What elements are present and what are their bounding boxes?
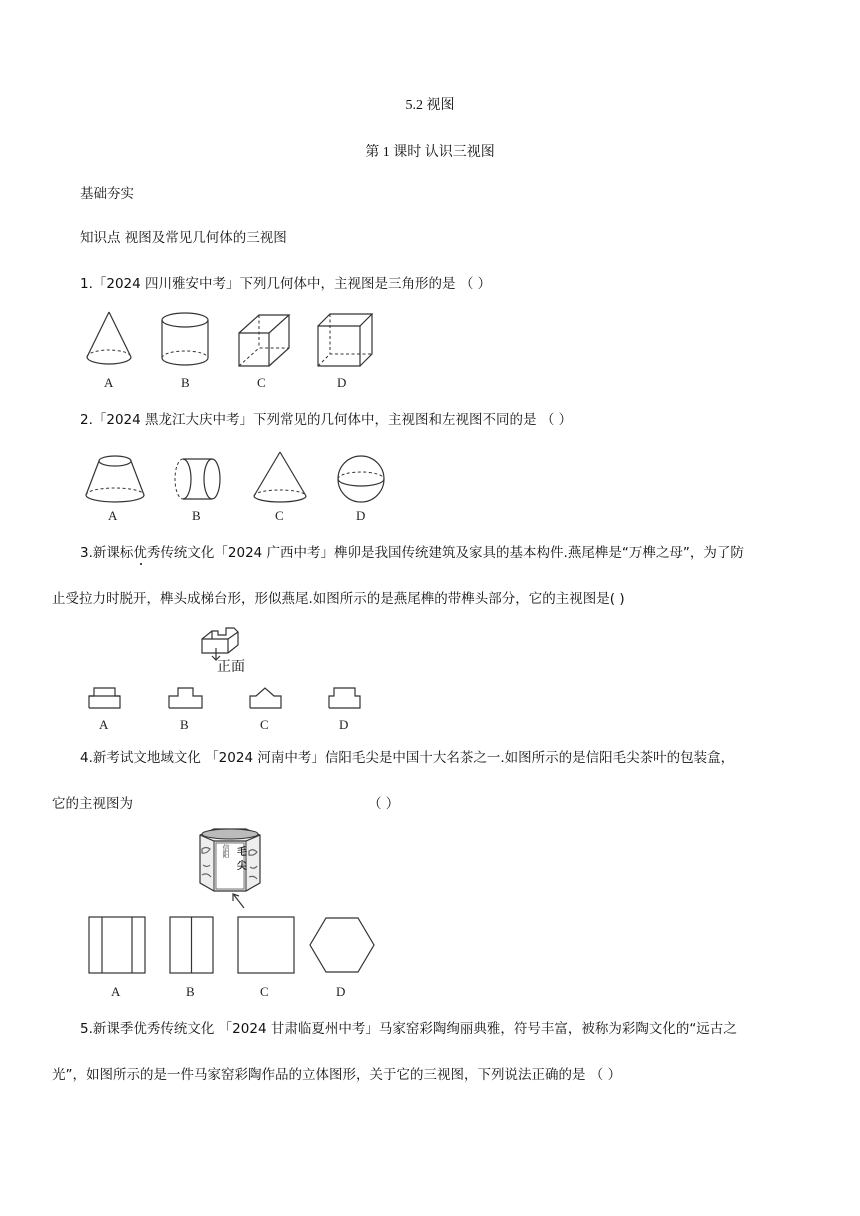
q3-option-label: A: [99, 717, 109, 732]
question-4-line-1: 4.新考试文地域文化 「2024 河南中考」信阳毛尖是中国十大名茶之一.如图所示的是信阳毛尖茶叶的包装盒，: [80, 750, 735, 766]
question-5-line-2: 光”，如图所示的是一件马家窑彩陶作品的立体图形，关于它的三视图，下列说法正确的是 （ ）: [52, 1067, 622, 1083]
q1-option-label: B: [181, 375, 190, 390]
question-5-line-1: 5.新课季优秀传统文化 「2024 甘肃临夏州中考」马家窑彩陶绚丽典雅，符号丰富，被称为彩陶文化的“远古之: [80, 1021, 737, 1037]
heading-basics: 基础夯实: [80, 186, 134, 202]
q1-option-label: C: [257, 375, 266, 390]
q1-option-label: A: [104, 375, 114, 390]
question-3-line-1: [80, 544, 744, 562]
q1-figure-cube: [316, 312, 376, 372]
q4-option-label: D: [336, 984, 346, 999]
q3-option-c-shape: [248, 686, 284, 712]
q4-view-arrow: [230, 892, 246, 910]
q4-option-label: C: [260, 984, 269, 999]
q4-box-char-mao: 毛: [237, 847, 247, 858]
question-4-line-2: 它的主视图为: [52, 796, 133, 812]
q2-figure-sphere: [336, 454, 386, 504]
lesson-title: 第 1 课时 认识三视图: [365, 145, 495, 160]
question-1-text: 1.「2024 四川雅安中考」下列几何体中，主视图是三角形的是 （ ）: [80, 276, 492, 292]
section-title: 5.2 视图: [405, 98, 455, 113]
heading-knowledge-point: 知识点 视图及常见几何体的三视图: [80, 230, 287, 246]
q3-option-a-shape: [87, 686, 123, 712]
q4-option-label: B: [186, 984, 195, 999]
q2-figure-lying-cylinder: [172, 457, 224, 503]
q2-option-label: A: [108, 508, 118, 523]
q4-option-b-shape: [169, 916, 215, 974]
q3-option-d-shape: [327, 686, 363, 712]
q2-figure-frustum: [84, 455, 146, 505]
q4-box-char-jian: 尖: [237, 861, 247, 872]
q4-option-d-shape: [309, 917, 375, 975]
q4-tea-box-figure: [194, 827, 266, 895]
q3-option-label: D: [339, 717, 349, 732]
q3-line-1-rest: 秀传统文化「2024 广西中考」榫卯是我国传统建筑及家具的基本构件.燕尾榫是“万榫之母”，为了防: [146, 545, 744, 561]
q1-figure-cylinder: [160, 312, 212, 372]
q4-option-label: A: [111, 984, 121, 999]
question-2-text: 2.「2024 黑龙江大庆中考」下列常见的几何体中，主视图和左视图不同的是 （ ）: [80, 412, 573, 428]
q3-option-b-shape: [167, 686, 205, 712]
q1-figure-cone: [84, 310, 134, 370]
q4-answer-bracket: （ ）: [368, 796, 400, 812]
q3-emphasis-char: 优: [133, 545, 147, 561]
q2-option-label: B: [192, 508, 201, 523]
q3-front-label: 正面: [217, 659, 245, 675]
q4-option-a-shape: [88, 916, 146, 974]
q3-prefix: 3.新课标: [80, 545, 134, 561]
q2-option-label: C: [275, 508, 284, 523]
q4-option-c-shape: [237, 916, 295, 974]
q4-box-char-xinyang: 信阳: [222, 844, 230, 858]
q2-figure-cone: [251, 450, 311, 508]
q3-option-label: C: [260, 717, 269, 732]
q1-figure-prism: [237, 312, 293, 372]
q1-option-label: D: [337, 375, 347, 390]
q3-option-label: B: [180, 717, 189, 732]
q2-option-label: D: [356, 508, 366, 523]
question-3-line-2: 止受拉力时脱开，榫头成梯台形，形似燕尾.如图所示的是燕尾榫的带榫头部分，它的主视图是( ): [52, 591, 625, 607]
